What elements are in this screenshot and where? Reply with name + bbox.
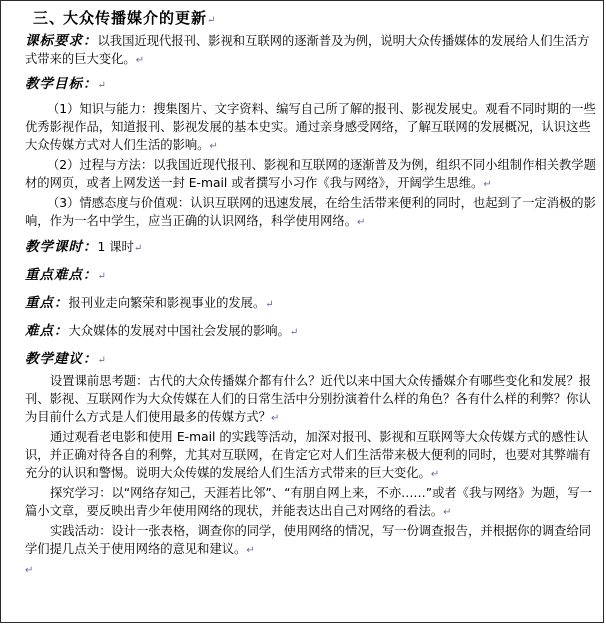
paragraph-mark-icon: ↵ [430,469,440,480]
focus-line [25,292,597,316]
paragraph-mark-icon: ↵ [443,507,452,518]
paragraph-mark-icon: ↵ [483,179,492,190]
keypoints-label: 重点难点： [25,267,98,283]
requirement-label: 课标要求： [25,33,98,49]
paragraph-mark-icon: ↵ [97,80,107,91]
difficulty-label: 难点： [25,323,69,339]
difficulty-line [25,320,597,344]
focus-text: 报刊业走向繁荣和影视事业的发展。 [68,296,266,310]
suggestions-label: 教学建议： [25,351,98,367]
paragraph-mark-icon: ↵ [265,299,275,310]
paragraph-mark-icon: ↵ [97,271,107,282]
keypoints-heading [25,264,597,288]
suggestion-item-questions: 设置课前思考题：古代的大众传播媒介都有什么？近代以来中国大众传播媒介有哪些变化和发展？报刊、影视、互联网作为大众传媒在人们的日常生活中分别扮演着什么样的角色？各有什么样的利弊？你认为目前什么方式是人们使用最多的传媒方式？↵ [25,374,592,424]
goal-item-process: （2）过程与方法：以我国近现代报刊、影视和互联网的逐渐普及为例，组织不同小组制作相关教学题材的网页，或者上网发送一封 E-mail 或者撰写小习作《我与网络》，开阔学生思维。↵ [25,158,596,190]
section-title [33,7,597,32]
goals-heading [25,73,597,97]
paragraph-mark-icon: ↵ [357,217,366,228]
paragraph-mark-icon: ↵ [207,15,217,26]
hours-line [25,236,597,260]
hours-label: 教学课时： [25,239,98,255]
paragraph-mark-icon: ↵ [289,327,300,338]
suggestion-item-practice: 通过观看老电影和使用 E-mail 的实践等活动，加深对报刊、影视和互联网等大众传媒方式的感性认识，并正确对待各自的利弊，尤其对互联网，在肯定它对人们生活带来极大便利的同时，也要对其弊端有充分的认识和警惕。说明大众传媒的发展给人们生活方式带来的巨大变化。↵ [25,430,591,480]
goal-item-knowledge: （1）知识与能力：搜集图片、文字资料、编写自己所了解的报刊、影视发展史。观看不同时期的一些优秀影视作品，知道报刊、影视发展的基本史实。通过亲身感受网络，了解互联网的发展概况，认识这些大众传媒方式对人们生活的影响。↵ [25,102,596,152]
focus-label: 重点： [25,295,69,311]
suggestion-item-inquiry: 探究学习：以“网络存知己，天涯若比邻”、“有朋自网上来，不亦……”或者《我与网络》为题，写一篇小文章，要反映出青少年使用网络的现状，并能表达出自己对网络的看法。↵ [25,486,592,518]
paragraph-mark-icon: ↵ [270,413,280,424]
hours-text: 1 课时 [97,240,134,254]
requirement-paragraph [25,32,597,70]
section-number: 三、 [33,9,66,27]
section-title-text: 大众传播媒介的更新 [63,9,208,27]
paragraph-mark-icon: ↵ [209,141,218,152]
goals-label: 教学目标： [25,76,98,92]
paragraph-mark-icon: ↵ [135,55,145,66]
empty-paragraph [25,560,597,580]
difficulty-text: 大众媒体的发展对中国社会发展的影响。 [68,324,290,338]
paragraph-mark-icon: ↵ [246,545,255,556]
suggestion-item-activity: 实践活动：设计一张表格，调查你的同学，使用网络的情况，写一份调查报告，并根据你的调查给同学们提几点关于使用网络的意见和建议。↵ [25,524,592,556]
goal-item-attitude: （3）情感态度与价值观：认识互联网的迅速发展，在给生活带来便利的同时，也起到了一定消极的影响，作为一名中学生，应当正确的认识网络，科学使用网络。↵ [25,196,596,228]
paragraph-mark-icon: ↵ [97,355,107,366]
requirement-text: 以我国近现代报刊、影视和互联网的逐渐普及为例，说明大众传播媒体的发展给人们生活方式带来的巨大变化。 [25,34,590,66]
suggestions-heading [25,348,597,372]
paragraph-mark-icon: ↵ [133,243,144,254]
paragraph-mark-icon: ↵ [25,565,34,576]
